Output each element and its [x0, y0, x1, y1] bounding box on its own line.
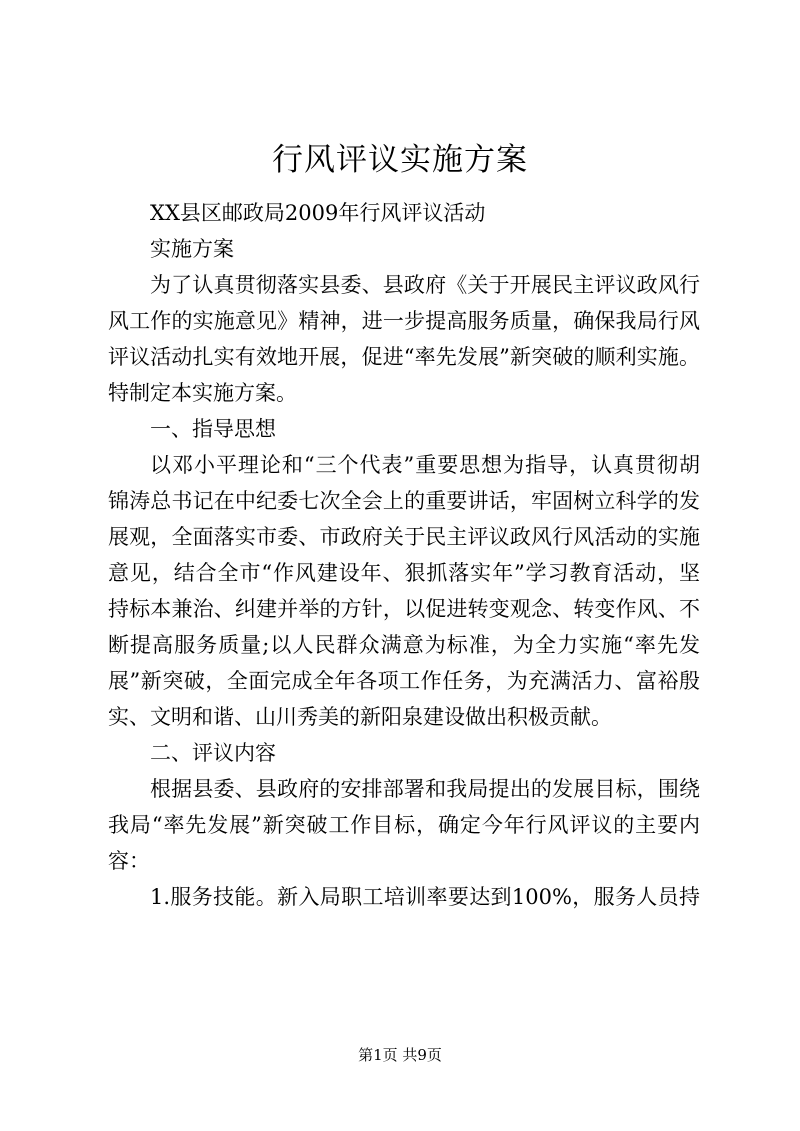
paragraph-line: 根据县委、县政府的安排部署和我局提出的发展目标，围绕	[150, 777, 700, 801]
paragraph-line: 持标本兼治、纠建并举的方针，以促进转变观念、转变作风、不	[108, 597, 700, 621]
paragraph-line: 1.服务技能。新入局职工培训率要达到100%，服务人员持	[150, 885, 700, 909]
paragraph-line: 容：	[108, 849, 150, 873]
section-heading-guiding-thought: 一、指导思想	[150, 417, 276, 441]
section-heading-evaluation-content: 二、评议内容	[150, 741, 276, 765]
page-number-footer: 第1页 共9页	[358, 1046, 442, 1064]
paragraph-line: 评议活动扎实有效地开展，促进“率先发展”新突破的顺利实施。	[108, 345, 700, 369]
document-title: 行风评议实施方案	[272, 142, 528, 178]
paragraph-line: 风工作的实施意见》精神，进一步提高服务质量，确保我局行风	[108, 309, 700, 333]
paragraph-line: 特制定本实施方案。	[108, 381, 297, 405]
paragraph-line: 以邓小平理论和“三个代表”重要思想为指导，认真贯彻胡	[150, 453, 700, 477]
subtitle-line-1: XX县区邮政局2009年行风评议活动	[150, 201, 486, 225]
subtitle-line-2: 实施方案	[150, 237, 234, 261]
paragraph-line: 实、文明和谐、山川秀美的新阳泉建设做出积极贡献。	[108, 705, 612, 729]
paragraph-line: 展观，全面落实市委、市政府关于民主评议政风行风活动的实施	[108, 525, 700, 549]
paragraph-line: 为了认真贯彻落实县委、县政府《关于开展民主评议政风行	[150, 273, 700, 297]
paragraph-line: 锦涛总书记在中纪委七次全会上的重要讲话，牢固树立科学的发	[108, 489, 700, 513]
paragraph-line: 断提高服务质量;以人民群众满意为标准，为全力实施“率先发	[108, 633, 700, 657]
paragraph-line: 意见，结合全市“作风建设年、狠抓落实年”学习教育活动，坚	[108, 561, 700, 585]
paragraph-line: 我局“率先发展”新突破工作目标，确定今年行风评议的主要内	[108, 813, 700, 837]
paragraph-line: 展”新突破，全面完成全年各项工作任务，为充满活力、富裕殷	[108, 669, 700, 693]
